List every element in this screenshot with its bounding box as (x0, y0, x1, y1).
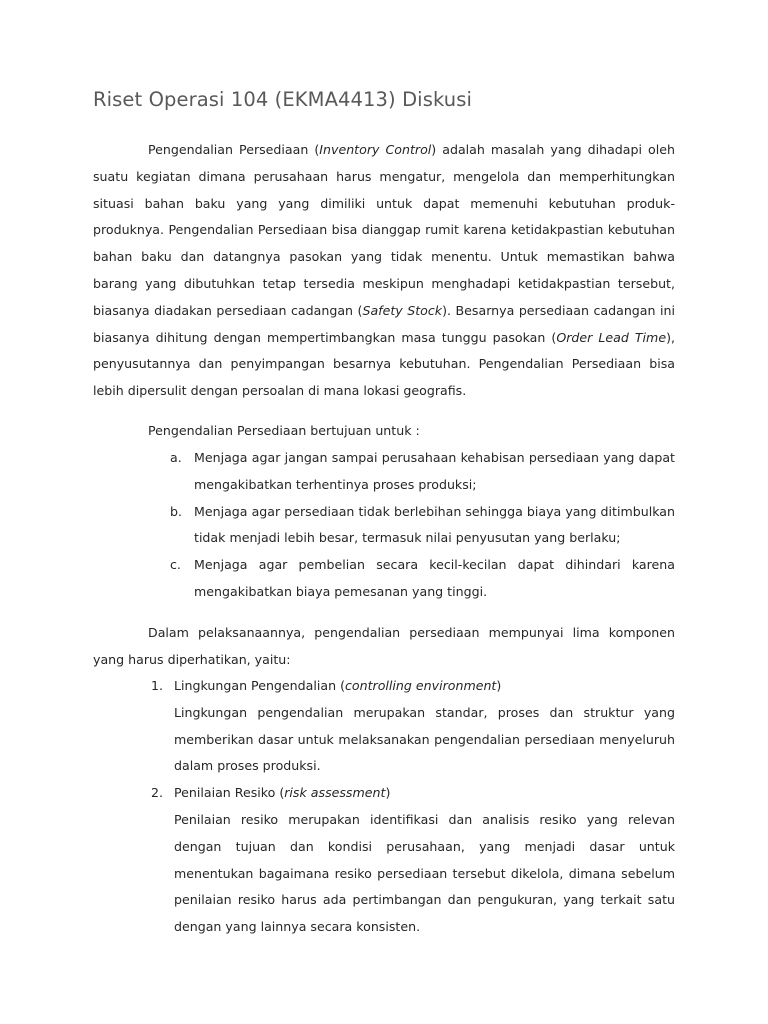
list-item (148, 673, 675, 780)
paragraph-goals-intro: Pengendalian Persediaan bertujuan untuk : (148, 423, 420, 438)
list-marker: c. (170, 557, 181, 573)
list-item (148, 552, 675, 606)
list-item (148, 780, 675, 941)
component-heading-end: ) (496, 678, 502, 693)
list-item-text: Menjaga agar jangan sampai perusahaan kehabisan persediaan yang dapat mengakibatkan terhentinya proses produksi; (194, 450, 675, 492)
list-marker: a. (170, 450, 182, 465)
term-safety-stock: Safety Stock (362, 302, 443, 318)
list-marker: 2. (151, 785, 164, 801)
component-heading-end: ) (385, 785, 391, 801)
list-marker: 1. (151, 678, 164, 693)
paragraph-components-intro: Dalam pelaksanaannya, pengendalian persediaan mempunyai lima komponen yang harus diperhatikan, yaitu: (93, 625, 675, 667)
paragraph1-part2: ) adalah masalah yang dihadapi oleh suatu kegiatan dimana perusahaan harus mengatur, mengelola dan memperhitungkan situasi bahan baku yang yang dimiliki untuk dapat memenuhi kebutuhan produk-produknya. Pengendalian Persediaan bisa dianggap rumit karena ketidakpastian kebutuhan bahan baku dan datangnya pasokan yang tidak menentu. Untuk memastikan bahwa barang yang dibutuhkan tetap tersedia meskipun menghadapi ketidakpastian tersebut, biasanya diadakan persediaan cadangan ( (93, 142, 675, 318)
component-term: controlling environment (344, 678, 497, 693)
component-heading (174, 780, 675, 807)
list-item (148, 445, 675, 499)
component-heading-text: Penilaian Resiko ( (174, 785, 285, 801)
term-order-lead-time: Order Lead Time (556, 329, 667, 345)
component-description: Penilaian resiko merupakan identifikasi dan analisis resiko yang relevan dengan tujuan dan kondisi perusahaan, yang menjadi dasar untuk menentukan bagaimana resiko persediaan tersebut dikelola, dimana sebelum penilaian resiko harus ada pertimbangan dan pengukuran, yang terkait satu dengan yang lainnya secara konsisten. (174, 811, 675, 935)
component-heading (174, 673, 675, 700)
paragraph-inventory-control (93, 137, 675, 405)
list-marker: b. (170, 503, 182, 519)
component-heading-text: Lingkungan Pengendalian ( (174, 678, 345, 693)
document-title: Riset Operasi 104 (EKMA4413) Diskusi (93, 88, 472, 111)
list-item-text: Menjaga agar persediaan tidak berlebihan sehingga biaya yang ditimbulkan tidak menjadi lebih besar, termasuk nilai penyusutan yang berlaku; (194, 503, 675, 546)
components-list (148, 673, 675, 941)
component-term: risk assessment (284, 785, 386, 801)
list-item-text: Menjaga agar pembelian secara kecil-kecilan dapat dihindari karena mengakibatkan biaya pemesanan yang tinggi. (194, 557, 675, 599)
paragraph1-part4: ), penyusutannya dan penyimpangan besarnya kebutuhan. Pengendalian Persediaan bisa lebih dipersulit dengan persoalan di mana lokasi geografis. (93, 329, 675, 399)
component-description: Lingkungan pengendalian merupakan standar, proses dan struktur yang memberikan dasar untuk melaksanakan pengendalian persediaan menyeluruh dalam proses produksi. (174, 704, 675, 774)
term-inventory-control: Inventory Control (319, 142, 432, 157)
paragraph1-part1: Pengendalian Persediaan ( (148, 142, 320, 157)
list-item (148, 499, 675, 553)
goals-list (148, 445, 675, 606)
paragraph1-part3: ). Besarnya persediaan cadangan ini biasanya dihitung dengan mempertimbangkan masa tunggu pasokan ( (93, 302, 675, 345)
